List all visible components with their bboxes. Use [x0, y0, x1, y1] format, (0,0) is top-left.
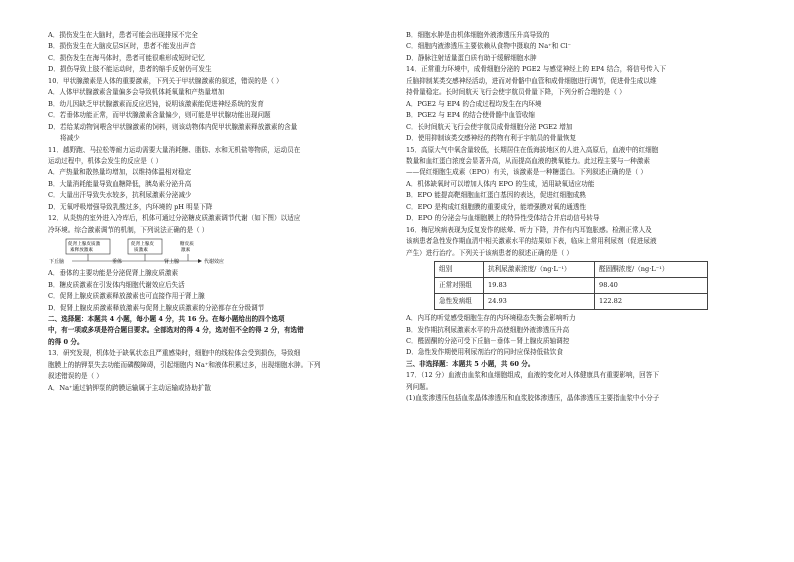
- section2-heading-line2: 中，有一项或多项是符合题目要求。全部选对的得 4 分，选对但不全的得 2 分，有选错: [48, 326, 304, 335]
- q9-option-a: A．损伤发生在大脑时，患者可能会出现排尿不完全: [48, 31, 198, 39]
- q11-option-c: C．大量出汗导致失水较多，抗利尿激素分泌减少: [48, 191, 192, 200]
- table-row: [435, 294, 708, 310]
- q10-option-b: B．幼儿因缺乏甲状腺激素而反应迟钝，说明该激素能促进神经系统的发育: [48, 99, 264, 108]
- q14-stem-line1: 14．正常重力环境中，成骨细胞分泌的 PGE2 与感觉神经上的 EP4 结合，将信号传入下: [406, 65, 666, 74]
- q14-stem-line2: 丘脑抑制某类交感神经活动，进而对骨骼中血管和成骨细胞进行调节，促进骨生成以维: [406, 76, 657, 85]
- table-cell: 19.83: [484, 278, 595, 294]
- q14-option-a: A．PGE2 与 EP4 的合成过程均发生在内环境: [406, 99, 542, 108]
- q13-option-c: C．细胞内液渗透压主要依赖从食物中摄取的 Na⁺和 Cl⁻: [406, 42, 571, 51]
- q9-option-d: D．损伤导致上肢不能运动时，患者的缩手反射仍可发生: [48, 65, 212, 74]
- q14-option-c: C．长时间航天飞行会使宇航员成骨细胞分泌 PGE2 增加: [406, 122, 573, 131]
- q12-option-b: B．糖皮质激素在引发体内细胞代谢效应后失活: [48, 280, 185, 289]
- q10-option-d-cont: 将减少: [60, 134, 80, 143]
- q14-option-d: D．使用抑制该类交感神经的药物有利于宇航员的骨量恢复: [406, 134, 577, 143]
- diagram-box2-line2: 质激素: [134, 248, 148, 254]
- q15-option-a: A．机体缺氧时可以增加人体内 EPO 的生成，适用缺氧适应功能: [406, 179, 595, 188]
- q17-stem-line2: 列问题。: [406, 382, 433, 391]
- q17-stem-line3: (1)血浆渗透压包括血浆晶体渗透压和血浆胶体渗透压，晶体渗透压主要指血浆中小分子: [406, 394, 660, 403]
- diagram-box3-line2: 激素: [181, 248, 191, 254]
- q13-option-d: D．静脉注射适量蛋白质有助于缓解细胞水肿: [406, 53, 537, 62]
- q15-stem-line2: 数量和血红蛋白浓度会显著升高，从而提高血液的携氧能力。此过程主要与一种激素: [406, 156, 650, 165]
- q12-option-a: A．垂体的主要功能是分泌促肾上腺皮质激素: [48, 269, 179, 278]
- diagram-svg: [48, 237, 248, 267]
- q11-option-d: D．无氧呼吸增强导致乳酸过多，内环境的 pH 明显下降: [48, 202, 213, 211]
- table-row: [435, 278, 708, 294]
- q11-stem-line1: 11．越野跑、马拉松等耐力运动需要大量消耗糖、脂肪、水和无机盐等物质，运动员在: [48, 145, 301, 154]
- q12-option-c: C．促肾上腺皮质激素释放激素也可直接作用于肾上腺: [48, 292, 205, 301]
- diagram-box1-line2: 素释放激素: [70, 248, 93, 254]
- q17-stem-line1: 17．（12 分）血液由血浆和血细胞组成，血液的变化对人体健康具有重要影响，回答下: [406, 371, 659, 380]
- q16-stem-line1: 16．梅尼埃病表现为反复发作的眩晕、听力下降，并作有内耳饱胀感。检测正常人及: [406, 225, 652, 234]
- q13-stem-line1: 13．研究发现，机体处于缺氧状态且严重感染时，细胞中的线粒体会受到损伤，导致细: [48, 349, 301, 358]
- q16-option-b: B．发作期抗利尿激素水平的升高使细胞外液渗透压升高: [406, 325, 570, 334]
- q9-option-b: B．损伤发生在大脑皮层S区时，患者不能发出声音: [48, 42, 196, 51]
- q12-stem-line1: 12．从炎热的室外进入冷库后，机体可通过分泌糖皮质激素调节代谢（如下图）以适应: [48, 214, 301, 223]
- q13-option-b: B．细胞水肿是由机体细胞外液渗透压升高导致的: [406, 31, 550, 39]
- left-column: [48, 30, 396, 394]
- section2-heading-line3: 的得 0 分。: [48, 337, 84, 346]
- table-header-cell: 醛固酮浓度/（ng·L⁻¹）: [595, 262, 708, 278]
- diagram-node-hypothalamus: 下丘脑: [49, 259, 65, 266]
- section3-heading: 三、非选择题：本题共 5 小题，共 60 分。: [406, 359, 535, 368]
- q15-stem-line1: 15．高原大气中氧含量较低，长期居住在低海拔地区的人进入高原后，血液中的红细胞: [406, 145, 659, 154]
- q15-option-b: B．EPO 能提高靶细胞血红蛋白基因的表达，促进红细胞成熟: [406, 191, 586, 200]
- q11-stem-line2: 运动过程中，机体会发生的反应是（ ）: [48, 156, 163, 165]
- q10-option-d: D．若给某动物饲喂含甲状腺激素的饲料，则该动物体内促甲状腺激素释放激素的含量: [48, 122, 298, 131]
- diagram-box1-line1: 促肾上腺皮质激: [68, 242, 101, 248]
- q11-option-a: A．产热量和散热量均增加，以维持体温相对稳定: [48, 168, 192, 177]
- right-column: [406, 30, 754, 405]
- diagram-box3-line1: 糖皮质: [180, 242, 194, 248]
- hormone-regulation-diagram: [48, 237, 396, 267]
- table-cell: 24.93: [484, 294, 595, 310]
- q12-option-d: D．促肾上腺皮质激素释放激素与促肾上腺皮质激素的分泌都存在分级调节: [48, 303, 265, 312]
- hormone-level-table: [434, 261, 708, 310]
- q12-stem-line2: 冷环境。综合激素调节的机制，下列说法正确的是（ ）: [48, 225, 209, 234]
- table-cell: 急性发病组: [435, 294, 484, 310]
- table-header-row: [435, 262, 708, 278]
- table-cell: 正常对照组: [435, 278, 484, 294]
- diagram-node-effect: 代谢效应: [204, 259, 225, 266]
- table-header-cell: 抗利尿激素浓度/（ng·L⁻¹）: [484, 262, 595, 278]
- q16-option-c: C．醛固酮的分泌可受下丘脑－垂体－肾上腺皮质轴调控: [406, 336, 570, 345]
- diagram-node-adrenal: 肾上腺: [164, 259, 180, 266]
- q13-stem-line3: 叙述错误的是（ ）: [48, 372, 103, 381]
- q16-stem-line2: 该病患者急性发作期血清中相关激素水平的结果如下表，临床上常用利尿剂（促进尿液: [406, 237, 657, 246]
- table-cell: 122.82: [595, 294, 708, 310]
- table-cell: 98.40: [595, 278, 708, 294]
- q14-option-b: B．PGE2 与 EP4 的结合使骨骼中血管收缩: [406, 111, 536, 120]
- q16-option-a: A．内耳的听觉感受细胞生存的内环境稳态失衡会影响听力: [406, 314, 576, 323]
- q15-option-d: D．EPO 的分泌会与血细胞膜上的特异性受体结合并启动信号转导: [406, 214, 600, 223]
- q15-stem-line3: ——促红细胞生成素（EPO）有关，该激素是一种糖蛋白。下列叙述正确的是（ ）: [406, 168, 647, 177]
- q15-option-c: C．EPO 是构成红细胞膜的重要成分，能增强膜对氧的通透性: [406, 202, 587, 211]
- diagram-node-pituitary: 垂体: [112, 259, 123, 266]
- table-header-cell: 组别: [435, 262, 484, 278]
- q10-stem: 10．甲状腺激素是人体的重要激素，下列关于甲状腺激素的叙述，错误的是（ ）: [48, 76, 283, 85]
- q10-option-a: A．人体甲状腺激素含量偏多会导致机体耗氧量和产热量增加: [48, 88, 225, 97]
- q14-stem-line3: 持骨量稳定。长时间航天飞行会使宇航员骨量下降，下列分析合理的是（ ）: [406, 88, 626, 97]
- q16-option-d: D．急性发作期使用利尿剂治疗的同时应保持低盐饮食: [406, 348, 563, 357]
- q11-option-b: B．大量消耗能量导致血糖降低，胰岛素分泌升高: [48, 179, 192, 188]
- q13-stem-line2: 胞膜上的钠钾泵失去功能而磷酸障碍，引起细胞内 Na⁺和液体积累过多，出现细胞水肿。下列: [48, 360, 321, 369]
- diagram-box2-line1: 促肾上腺皮: [131, 242, 154, 248]
- q13-option-a: A．Na⁺通过钠钾泵的跨膜运输属于主动运输或协助扩散: [48, 383, 212, 392]
- q16-stem-line3: 产生）进行治疗。下列关于该病患者的叙述正确的是（ ）: [406, 248, 573, 257]
- diagram-arrowhead: [198, 259, 202, 263]
- q10-option-c: C．若垂体功能正常，而甲状腺激素含量偏少，则可能是甲状腺功能出现问题: [48, 111, 271, 120]
- section2-heading-line1: 二、选择题：本题共 4 小题，每小题 4 分，共 16 分。在每小题给出的四个选项: [48, 314, 285, 323]
- q9-option-c: C．损伤发生在海马体时，患者可能很难形成短时记忆: [48, 53, 205, 62]
